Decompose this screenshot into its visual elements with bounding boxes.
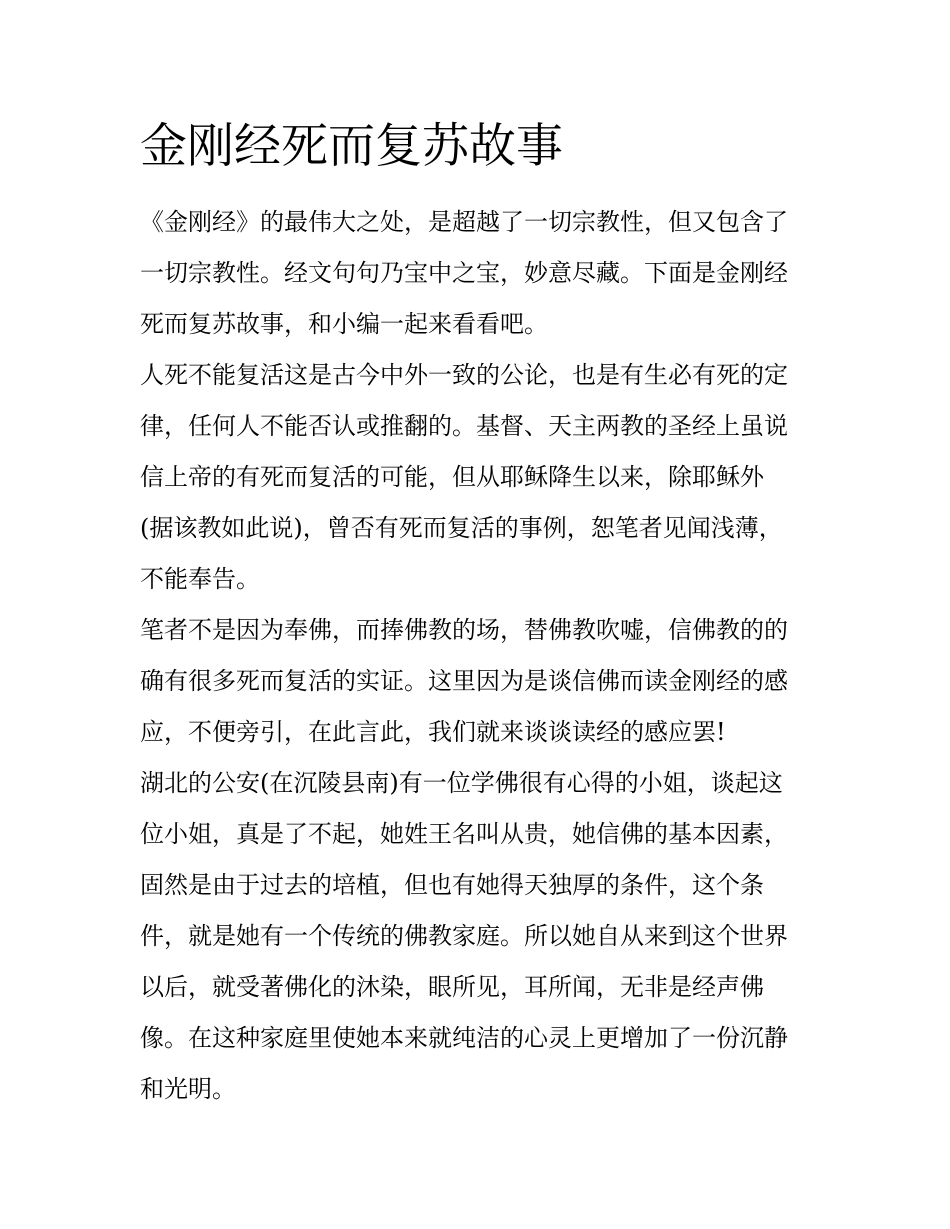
body-line: 像。在这种家庭里使她本来就纯洁的心灵上更增加了一份沉静 — [140, 1024, 788, 1052]
body-line: 件，就是她有一个传统的佛教家庭。所以她自从来到这个世界 — [140, 922, 788, 950]
body-line: 律，任何人不能否认或推翻的。基督、天主两教的圣经上虽说 — [140, 412, 788, 440]
body-line: 《金刚经》的最伟大之处，是超越了一切宗教性，但又包含了 — [140, 208, 788, 236]
body-line: (据该教如此说)，曾否有死而复活的事例，恕笔者见闻浅薄， — [140, 514, 783, 542]
body-line: 确有很多死而复活的实证。这里因为是谈信佛而读金刚经的感 — [140, 667, 788, 695]
body-line: 位小姐，真是了不起，她姓王名叫从贵，她信佛的基本因素， — [140, 820, 788, 848]
body-line: 湖北的公安(在沉陵县南)有一位学佛很有心得的小姐，谈起这 — [140, 769, 783, 797]
body-line: 不能奉告。 — [140, 565, 260, 593]
body-line: 人死不能复活这是古今中外一致的公论，也是有生必有死的定 — [140, 361, 788, 389]
body-line: 固然是由于过去的培植，但也有她得天独厚的条件，这个条 — [140, 871, 764, 899]
body-line: 死而复苏故事，和小编一起来看看吧。 — [140, 310, 548, 338]
body-line: 以后，就受著佛化的沐染，眼所见，耳所闻，无非是经声佛 — [140, 973, 764, 1001]
page-title: 金刚经死而复苏故事 — [140, 119, 563, 174]
body-line: 笔者不是因为奉佛，而捧佛教的场，替佛教吹嘘，信佛教的的 — [140, 616, 788, 644]
body-line: 一切宗教性。经文句句乃宝中之宝，妙意尽藏。下面是金刚经 — [140, 259, 788, 287]
body-line: 应，不便旁引，在此言此，我们就来谈谈读经的感应罢! — [140, 718, 726, 746]
body-line: 信上帝的有死而复活的可能，但从耶稣降生以来，除耶稣外 — [140, 463, 764, 491]
body-line: 和光明。 — [140, 1075, 236, 1103]
